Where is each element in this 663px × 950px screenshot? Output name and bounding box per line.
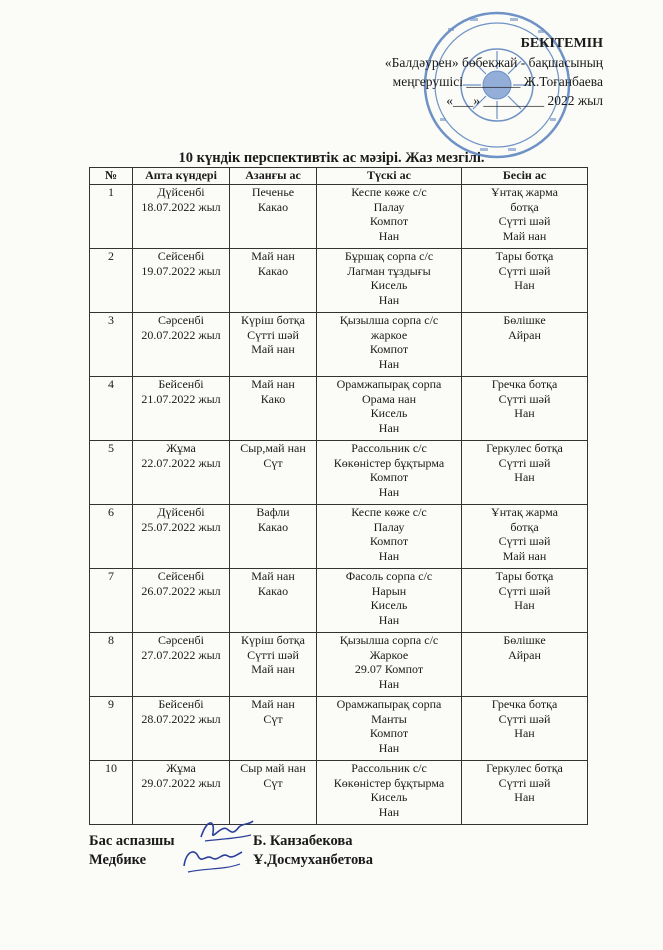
- breakfast-cell: [230, 569, 317, 633]
- day-cell-line: 28.07.2022 жыл: [141, 711, 221, 726]
- snack-cell-line: Айран: [508, 327, 541, 342]
- day-cell-line: Жұма: [166, 441, 196, 455]
- snack-cell-line: Нан: [514, 726, 535, 740]
- lunch-cell: [317, 377, 462, 441]
- snack-cell: [462, 633, 588, 697]
- signature-role-nurse: Медбике: [89, 852, 147, 868]
- snack-cell: [462, 569, 588, 633]
- lunch-cell-line: Нан: [378, 740, 400, 755]
- snack-cell: [462, 249, 588, 313]
- row-number-cell: 2: [90, 249, 133, 313]
- lunch-cell-line: Лагман тұздығы: [347, 263, 431, 278]
- day-cell: [133, 185, 230, 249]
- table-row: [90, 505, 588, 569]
- snack-cell-line: Тары ботқа: [495, 569, 554, 583]
- signature-name-chef: Б. Канзабекова: [253, 833, 353, 849]
- snack-cell-line: Май нан: [502, 228, 547, 243]
- row-number-cell: 7: [90, 569, 133, 633]
- breakfast-cell: [230, 697, 317, 761]
- lunch-cell: [317, 249, 462, 313]
- header-snack: Бесін ас: [462, 168, 588, 185]
- row-number-cell: 4: [90, 377, 133, 441]
- day-cell: [133, 313, 230, 377]
- day-cell-line: Бейсенбі: [158, 377, 204, 391]
- snack-cell-line: Нан: [514, 598, 535, 612]
- snack-cell: [462, 377, 588, 441]
- breakfast-cell: [230, 377, 317, 441]
- day-cell-line: Бейсенбі: [158, 697, 204, 711]
- table-row: [90, 185, 588, 249]
- approval-line-1: «Балдәурен» бөбекжай - бақшасының: [384, 55, 603, 70]
- day-cell: [133, 569, 230, 633]
- snack-cell-line: Сүтті шәй: [498, 534, 551, 548]
- lunch-cell-line: Нан: [378, 484, 400, 499]
- lunch-cell-line: Орамжапырақ сорпа: [336, 377, 442, 391]
- lunch-cell: [317, 185, 462, 249]
- header-week-days: Апта күндері: [133, 168, 230, 185]
- snack-cell-line: Май нан: [502, 548, 547, 563]
- approval-line-3: «___» _________ 2022 жыл: [446, 93, 603, 108]
- lunch-cell-line: Манты: [371, 711, 407, 726]
- day-cell-line: Сейсенбі: [157, 569, 205, 583]
- lunch-cell-line: Нан: [378, 804, 400, 819]
- snack-cell-line: Нан: [514, 406, 535, 420]
- snack-cell-line: Бөлішке: [503, 313, 546, 327]
- lunch-cell: [317, 697, 462, 761]
- snack-cell: [462, 697, 588, 761]
- breakfast-cell-line: Күріш ботқа: [241, 633, 305, 647]
- snack-cell-line: Сүтті шәй: [498, 583, 551, 598]
- table-header-row: [90, 168, 588, 185]
- lunch-cell-line: Нан: [378, 228, 400, 243]
- day-cell-line: Жұма: [166, 761, 196, 775]
- breakfast-cell: [230, 505, 317, 569]
- breakfast-cell: [230, 441, 317, 505]
- breakfast-cell-line: Май нан: [251, 249, 295, 263]
- table-row: [90, 569, 588, 633]
- lunch-cell-line: Кеспе көже с/с: [351, 185, 427, 199]
- snack-cell-line: Сүтті шәй: [498, 775, 551, 790]
- snack-cell-line: Айран: [508, 647, 541, 662]
- snack-cell-line: Ұнтақ жарма: [491, 505, 558, 519]
- table-row: [90, 441, 588, 505]
- lunch-cell: [317, 633, 462, 697]
- row-number-cell: 1: [90, 185, 133, 249]
- breakfast-cell-line: Какао: [257, 519, 289, 534]
- breakfast-cell-line: Сүтті шәй: [247, 647, 299, 662]
- day-cell: [133, 441, 230, 505]
- breakfast-cell-line: Како: [260, 391, 286, 406]
- day-cell-line: Дүйсенбі: [157, 505, 205, 519]
- lunch-cell-line: Көкөністер бұқтырма: [333, 775, 445, 790]
- approval-block: [385, 34, 603, 110]
- table-row: [90, 249, 588, 313]
- lunch-cell-line: Жаркое: [369, 647, 409, 662]
- table-row: [90, 761, 588, 825]
- breakfast-cell-line: Сүт: [263, 455, 283, 470]
- snack-cell: [462, 313, 588, 377]
- snack-cell-line: Тары ботқа: [495, 249, 554, 263]
- header-breakfast: Азанғы ас: [230, 168, 317, 185]
- breakfast-cell-line: Май нан: [251, 697, 295, 711]
- snack-cell: [462, 185, 588, 249]
- row-number-cell: 6: [90, 505, 133, 569]
- lunch-cell: [317, 505, 462, 569]
- lunch-cell: [317, 441, 462, 505]
- breakfast-cell-line: Какао: [257, 199, 289, 214]
- breakfast-cell-line: Май нан: [251, 569, 295, 583]
- breakfast-cell: [230, 185, 317, 249]
- breakfast-cell: [230, 249, 317, 313]
- day-cell-line: 19.07.2022 жыл: [141, 263, 221, 278]
- day-cell: [133, 249, 230, 313]
- row-number-cell: 5: [90, 441, 133, 505]
- lunch-cell-line: Нан: [378, 548, 400, 563]
- lunch-cell-line: Компот: [369, 726, 409, 740]
- signature-role-chef: Бас аспазшы: [89, 833, 175, 849]
- snack-cell-line: ботқа: [510, 519, 539, 534]
- breakfast-cell-line: Күріш ботқа: [241, 313, 305, 327]
- lunch-cell-line: Орама нан: [362, 391, 416, 406]
- lunch-cell-line: Кисель: [370, 598, 408, 612]
- row-number-cell: 10: [90, 761, 133, 825]
- day-cell-line: 21.07.2022 жыл: [141, 391, 221, 406]
- day-cell: [133, 633, 230, 697]
- lunch-cell-line: Компот: [369, 342, 409, 356]
- header-lunch: Түскі ас: [317, 168, 462, 185]
- menu-table: [89, 167, 588, 825]
- snack-cell: [462, 441, 588, 505]
- approval-heading: БЕКІТЕМІН: [520, 36, 603, 51]
- lunch-cell-line: Көкөністер бұқтырма: [333, 455, 445, 470]
- table-row: [90, 313, 588, 377]
- day-cell-line: 25.07.2022 жыл: [141, 519, 221, 534]
- lunch-cell-line: Компот: [369, 214, 409, 228]
- lunch-cell-line: Фасоль сорпа с/с: [345, 569, 433, 583]
- lunch-cell-line: Нан: [378, 612, 400, 627]
- day-cell: [133, 377, 230, 441]
- table-row: [90, 697, 588, 761]
- day-cell-line: Сәрсенбі: [158, 633, 204, 647]
- menu-title: 10 күндік перспективтік ас мәзірі. Жаз мезгілі.: [178, 150, 485, 166]
- lunch-cell-line: Кисель: [370, 406, 408, 420]
- lunch-cell-line: Қызылша сорпа с/с: [339, 313, 439, 327]
- snack-cell-line: Нан: [514, 790, 535, 804]
- lunch-cell-line: Кисель: [370, 790, 408, 804]
- lunch-cell-line: Компот: [369, 534, 409, 548]
- snack-cell-line: Нан: [514, 278, 535, 292]
- snack-cell-line: Бөлішке: [503, 633, 546, 647]
- snack-cell-line: Сүтті шәй: [498, 214, 551, 228]
- day-cell-line: 29.07.2022 жыл: [141, 775, 221, 790]
- breakfast-cell-line: Май нан: [251, 342, 295, 356]
- day-cell-line: 20.07.2022 жыл: [141, 327, 221, 342]
- day-cell: [133, 505, 230, 569]
- lunch-cell-line: Орамжапырақ сорпа: [336, 697, 442, 711]
- lunch-cell-line: Кисель: [370, 278, 408, 292]
- approval-line-2: меңгерушісі ________ Ж.Тоғанбаева: [392, 74, 603, 89]
- lunch-cell: [317, 313, 462, 377]
- lunch-cell-line: Палау: [373, 519, 405, 534]
- header-number: №: [90, 168, 133, 185]
- snack-cell-line: Сүтті шәй: [498, 263, 551, 278]
- day-cell-line: Сәрсенбі: [158, 313, 204, 327]
- breakfast-cell-line: Сыр май нан: [240, 761, 306, 775]
- day-cell-line: Дүйсенбі: [157, 185, 205, 199]
- day-cell-line: 26.07.2022 жыл: [141, 583, 221, 598]
- breakfast-cell-line: Какао: [257, 263, 289, 278]
- snack-cell-line: Сүтті шәй: [498, 391, 551, 406]
- day-cell: [133, 697, 230, 761]
- lunch-cell-line: Қызылша сорпа с/с: [339, 633, 439, 647]
- row-number-cell: 9: [90, 697, 133, 761]
- lunch-cell-line: Бұршақ сорпа с/с: [344, 249, 434, 263]
- breakfast-cell: [230, 633, 317, 697]
- lunch-cell-line: жаркое: [370, 327, 408, 342]
- snack-cell-line: Ұнтақ жарма: [491, 185, 558, 199]
- row-number-cell: 8: [90, 633, 133, 697]
- day-cell-line: 27.07.2022 жыл: [141, 647, 221, 662]
- day-cell-line: 22.07.2022 жыл: [141, 455, 221, 470]
- breakfast-cell: [230, 313, 317, 377]
- breakfast-cell-line: Сүт: [263, 711, 283, 726]
- lunch-cell-line: Нан: [378, 292, 400, 307]
- breakfast-cell-line: Май нан: [251, 662, 295, 676]
- signature-name-nurse: Ұ.Досмуханбетова: [253, 852, 373, 868]
- breakfast-cell-line: Какао: [257, 583, 289, 598]
- day-cell-line: 18.07.2022 жыл: [141, 199, 221, 214]
- lunch-cell-line: Нан: [378, 356, 400, 371]
- snack-cell-line: Нан: [514, 470, 535, 484]
- lunch-cell-line: Палау: [373, 199, 405, 214]
- snack-cell-line: Сүтті шәй: [498, 455, 551, 470]
- breakfast-cell-line: Вафли: [256, 505, 290, 519]
- lunch-cell-line: 29.07 Компот: [354, 662, 424, 676]
- lunch-cell-line: Кеспе көже с/с: [351, 505, 427, 519]
- snack-cell-line: Гречка ботқа: [491, 697, 558, 711]
- breakfast-cell-line: Май нан: [251, 377, 295, 391]
- row-number-cell: 3: [90, 313, 133, 377]
- lunch-cell-line: Нан: [378, 420, 400, 435]
- snack-cell-line: ботқа: [510, 199, 539, 214]
- table-row: [90, 633, 588, 697]
- breakfast-cell-line: Сүт: [263, 775, 283, 790]
- lunch-cell-line: Рассольник с/с: [351, 441, 427, 455]
- snack-cell: [462, 505, 588, 569]
- snack-cell-line: Сүтті шәй: [498, 711, 551, 726]
- snack-cell-line: Геркулес ботқа: [486, 441, 563, 455]
- lunch-cell-line: Нарын: [371, 583, 407, 598]
- handwritten-signature-chef: [197, 815, 257, 845]
- breakfast-cell-line: Печенье: [251, 185, 295, 199]
- breakfast-cell-line: Сыр,май нан: [240, 441, 306, 455]
- day-cell-line: Сейсенбі: [157, 249, 205, 263]
- table-row: [90, 377, 588, 441]
- handwritten-signature-nurse: [178, 842, 248, 876]
- lunch-cell-line: Компот: [369, 470, 409, 484]
- lunch-cell-line: Рассольник с/с: [351, 761, 427, 775]
- snack-cell: [462, 761, 588, 825]
- lunch-cell: [317, 569, 462, 633]
- lunch-cell: [317, 761, 462, 825]
- snack-cell-line: Гречка ботқа: [491, 377, 558, 391]
- lunch-cell-line: Нан: [378, 676, 400, 691]
- snack-cell-line: Геркулес ботқа: [486, 761, 563, 775]
- breakfast-cell-line: Сүтті шәй: [247, 327, 299, 342]
